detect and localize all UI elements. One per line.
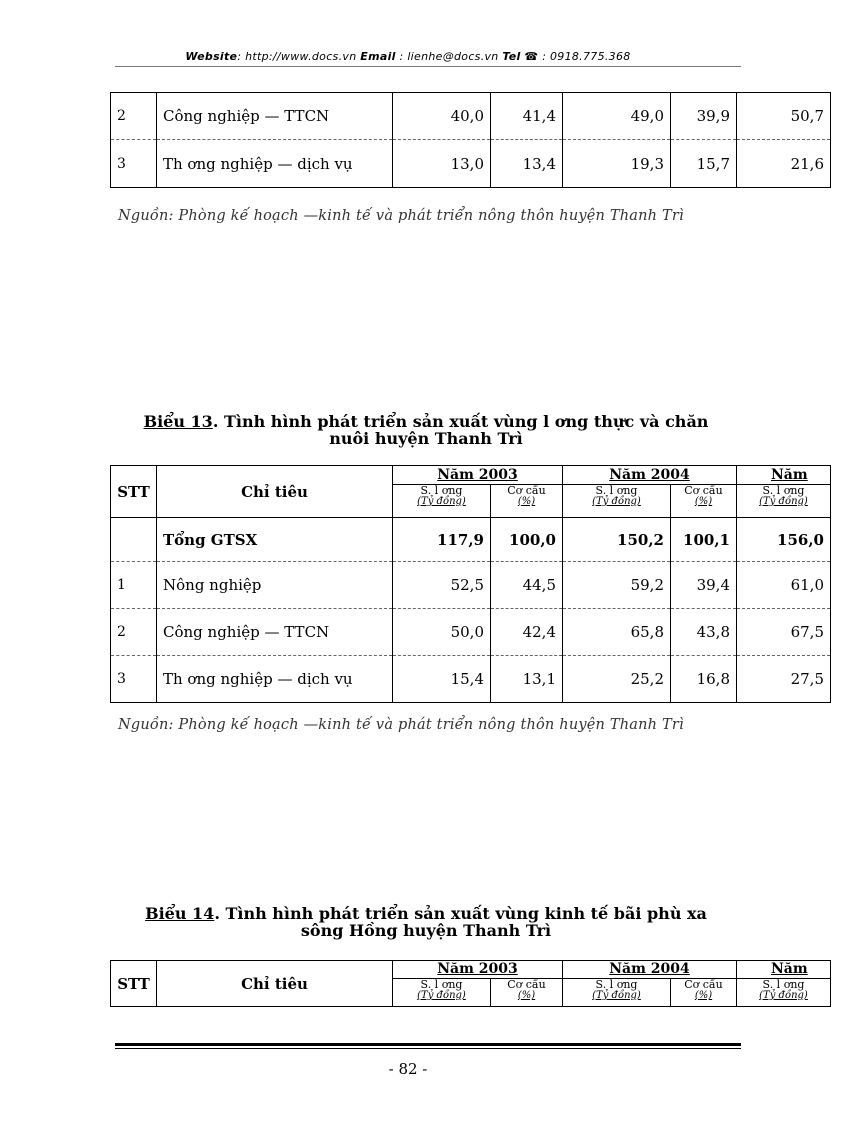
stt-cell: 3 xyxy=(111,140,157,188)
share-cell: 39,4 xyxy=(671,562,737,609)
value-cell: 67,5 xyxy=(737,609,831,656)
indicator-cell: Nông nghiệp xyxy=(157,562,393,609)
continued-table xyxy=(110,92,831,188)
table-14-title-line2: sông Hồng huyện Thanh Trì xyxy=(300,921,552,940)
indicator-cell: Công nghiệp — TTCN xyxy=(157,609,393,656)
table-row xyxy=(111,562,831,609)
stt-cell: 2 xyxy=(111,93,157,140)
share-subheader: Cơ cấu (%) xyxy=(671,979,737,1007)
footer-divider xyxy=(115,1043,741,1046)
indicator-header: Chỉ tiêu xyxy=(157,466,393,518)
value-cell: 50,0 xyxy=(393,609,491,656)
website-value: : http://www.docs.vn xyxy=(237,50,361,63)
indicator-cell: Công nghiệp — TTCN xyxy=(157,93,393,140)
stt-cell: 3 xyxy=(111,656,157,703)
value-cell: 61,0 xyxy=(737,562,831,609)
year-header: Năm 2004 xyxy=(563,961,737,979)
email-value: : lienhe@docs.vn xyxy=(395,50,503,63)
share-subheader: Cơ cấu (%) xyxy=(671,485,737,518)
value-cell: 15,4 xyxy=(393,656,491,703)
page-header xyxy=(0,50,816,63)
value-cell: 156,0 xyxy=(737,518,831,562)
share-subheader: Cơ cấu (%) xyxy=(491,485,563,518)
value-subheader: S. l ơng (Tỷ đồng) xyxy=(563,485,671,518)
share-cell: 43,8 xyxy=(671,609,737,656)
table-row xyxy=(111,518,831,562)
table-13 xyxy=(110,465,831,703)
table-14 xyxy=(110,960,831,1007)
share-cell: 13,1 xyxy=(491,656,563,703)
page-number: - 82 - xyxy=(388,1060,428,1078)
stt-header: STT xyxy=(111,466,157,518)
value-cell: 21,6 xyxy=(737,140,831,188)
share-subheader: Cơ cấu (%) xyxy=(491,979,563,1007)
value-cell: 52,5 xyxy=(393,562,491,609)
tel-value: ☎ : 0918.775.368 xyxy=(520,50,631,63)
table-13-title xyxy=(0,413,852,447)
value-cell: 150,2 xyxy=(563,518,671,562)
value-cell: 59,2 xyxy=(563,562,671,609)
year-header: Năm 2004 xyxy=(563,466,737,485)
year-header: Năm xyxy=(737,466,831,485)
website-label: Website xyxy=(185,50,238,63)
share-cell: 100,1 xyxy=(671,518,737,562)
tel-label: Tel xyxy=(502,50,521,63)
value-cell: 65,8 xyxy=(563,609,671,656)
value-cell: 27,5 xyxy=(737,656,831,703)
table-row xyxy=(111,93,831,140)
value-cell: 50,7 xyxy=(737,93,831,140)
value-cell: 40,0 xyxy=(393,93,491,140)
value-cell: 13,0 xyxy=(393,140,491,188)
header-divider xyxy=(115,66,741,67)
table-13-title-line1: . Tình hình phát triển sản xuất vùng l ơng thực và chăn xyxy=(212,412,709,431)
year-header: Năm 2003 xyxy=(393,961,563,979)
share-cell: 15,7 xyxy=(671,140,737,188)
value-cell: 25,2 xyxy=(563,656,671,703)
indicator-cell: Th ơng nghiệp — dịch vụ xyxy=(157,656,393,703)
table-row xyxy=(111,609,831,656)
table-row xyxy=(111,140,831,188)
table-header-row xyxy=(111,466,831,485)
share-cell: 41,4 xyxy=(491,93,563,140)
stt-header: STT xyxy=(111,961,157,1007)
value-subheader: S. l ơng (Tỷ đồng) xyxy=(737,979,831,1007)
indicator-cell: Th ơng nghiệp — dịch vụ xyxy=(157,140,393,188)
table-14-label: Biểu 14 xyxy=(145,904,215,923)
table-13-title-line2: nuôi huyện Thanh Trì xyxy=(329,429,523,448)
value-subheader: S. l ơng (Tỷ đồng) xyxy=(393,979,491,1007)
value-cell: 49,0 xyxy=(563,93,671,140)
value-subheader: S. l ơng (Tỷ đồng) xyxy=(737,485,831,518)
share-cell: 44,5 xyxy=(491,562,563,609)
year-header: Năm 2003 xyxy=(393,466,563,485)
indicator-cell: Tổng GTSX xyxy=(157,518,393,562)
table-row xyxy=(111,656,831,703)
table-13-label: Biểu 13 xyxy=(143,412,213,431)
value-subheader: S. l ơng (Tỷ đồng) xyxy=(563,979,671,1007)
value-cell: 19,3 xyxy=(563,140,671,188)
share-cell: 16,8 xyxy=(671,656,737,703)
value-cell: 117,9 xyxy=(393,518,491,562)
share-cell: 13,4 xyxy=(491,140,563,188)
table-header-row xyxy=(111,961,831,979)
year-header: Năm xyxy=(737,961,831,979)
stt-cell: 2 xyxy=(111,609,157,656)
indicator-header: Chỉ tiêu xyxy=(157,961,393,1007)
stt-cell: 1 xyxy=(111,562,157,609)
share-cell: 42,4 xyxy=(491,609,563,656)
share-cell: 39,9 xyxy=(671,93,737,140)
value-subheader: S. l ơng (Tỷ đồng) xyxy=(393,485,491,518)
share-cell: 100,0 xyxy=(491,518,563,562)
email-label: Email xyxy=(360,50,396,63)
table-14-title-line1: . Tình hình phát triển sản xuất vùng kinh tế bãi phù xa xyxy=(214,904,707,923)
source-note: Nguồn: Phòng kế hoạch —kinh tế và phát triển nông thôn huyện Thanh Trì xyxy=(118,208,684,224)
stt-cell xyxy=(111,518,157,562)
footer-divider-thin xyxy=(115,1048,741,1049)
table-14-title xyxy=(0,905,852,939)
source-note: Nguồn: Phòng kế hoạch —kinh tế và phát triển nông thôn huyện Thanh Trì xyxy=(118,717,684,733)
